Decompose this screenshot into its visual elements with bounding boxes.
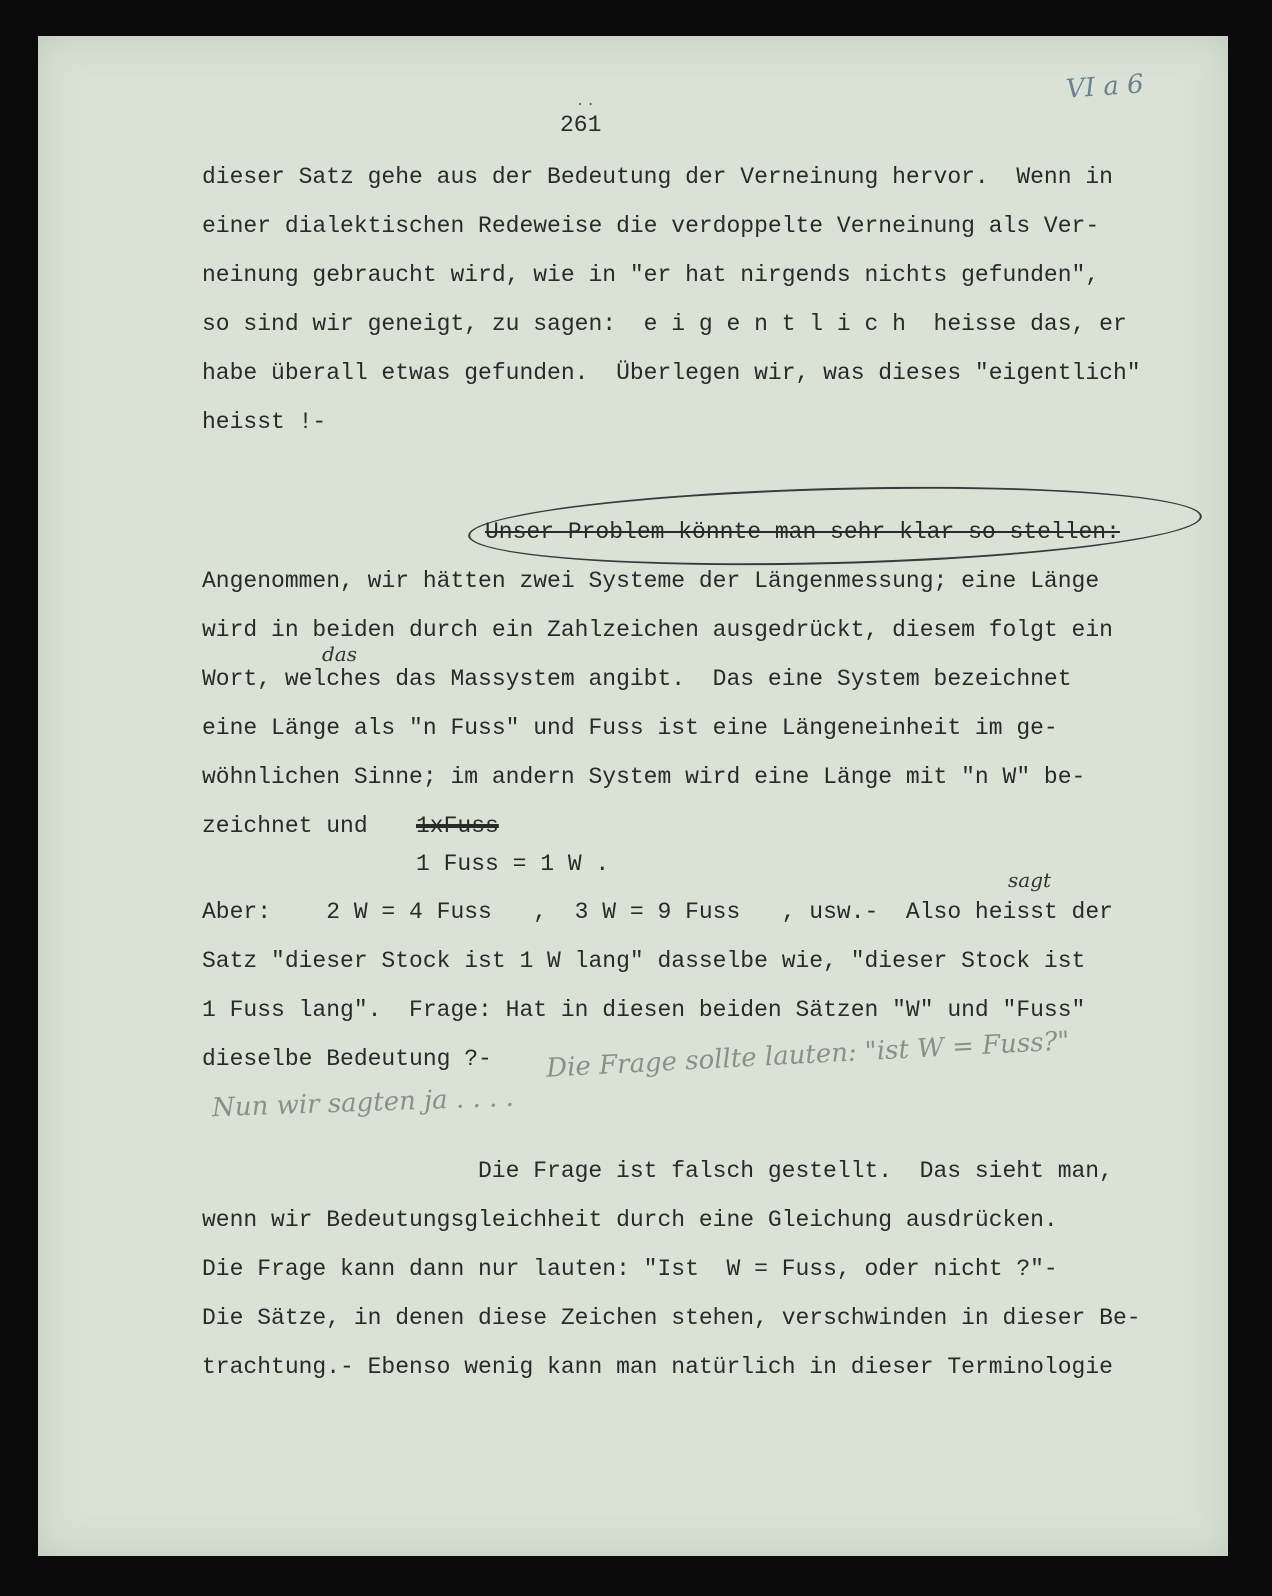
- text-line: Wort, welches das Massystem angibt. Das eine System bezeichnet: [202, 666, 1072, 692]
- text-line: wöhnlichen Sinne; im andern System wird eine Länge mit "n W" be-: [202, 764, 1086, 790]
- text-line: heisst !-: [202, 409, 327, 435]
- text-line: eine Länge als "n Fuss" und Fuss ist eine Längeneinheit im ge-: [202, 715, 1058, 741]
- text-line: trachtung.- Ebenso wenig kann man natürlich in dieser Terminologie: [202, 1354, 1113, 1380]
- text-line: neinung gebraucht wird, wie in "er hat nirgends nichts gefunden",: [202, 262, 1100, 288]
- text-line: Angenommen, wir hätten zwei Systeme der Längenmessung; eine Länge: [202, 568, 1100, 594]
- page-number: 261: [560, 112, 602, 138]
- pencil-annotation: Die Frage sollte lauten: "ist W = Fuss?": [545, 1026, 1071, 1084]
- handwritten-insert-das: das: [322, 642, 357, 666]
- text-line: einer dialektischen Redeweise die verdoppelte Verneinung als Ver-: [202, 213, 1100, 239]
- text-line: Die Sätze, in denen diese Zeichen stehen, verschwinden in dieser Be-: [202, 1305, 1141, 1331]
- text-line: 1 Fuss lang". Frage: Hat in diesen beiden Sätzen "W" und "Fuss": [202, 997, 1086, 1023]
- text-line: so sind wir geneigt, zu sagen: e i g e n t l i c h heisse das, er: [202, 311, 1127, 337]
- text-line: dieselbe Bedeutung ?-: [202, 1046, 492, 1072]
- text-line: Aber: 2 W = 4 Fuss , 3 W = 9 Fuss , usw.- Also heisst der: [202, 899, 1113, 925]
- text-line: dieser Satz gehe aus der Bedeutung der Verneinung hervor. Wenn in: [202, 164, 1113, 190]
- text-line: Die Frage ist falsch gestellt. Das sieht man,: [478, 1158, 1113, 1184]
- pencil-annotation: Nun wir sagten ja . . . .: [211, 1082, 515, 1124]
- text-line: wird in beiden durch ein Zahlzeichen ausgedrückt, diesem folgt ein: [202, 617, 1113, 643]
- handwritten-insert-sagt: sagt: [1008, 868, 1052, 892]
- archive-mark: VI a 6: [1065, 69, 1145, 105]
- text-line: Satz "dieser Stock ist 1 W lang" dasselbe wie, "dieser Stock ist: [202, 948, 1086, 974]
- equation-line: 1 Fuss = 1 W .: [416, 851, 610, 877]
- typed-strikeout: 1xFuss: [416, 813, 499, 839]
- struck-heading: Unser Problem könnte man sehr klar so stellen:: [485, 519, 1120, 545]
- text-line: Die Frage kann dann nur lauten: "Ist W = Fuss, oder nicht ?"-: [202, 1256, 1058, 1282]
- text-line: wenn wir Bedeutungsgleichheit durch eine Gleichung ausdrücken.: [202, 1207, 1058, 1233]
- text-line: zeichnet und: [202, 813, 368, 839]
- text-line: habe überall etwas gefunden. Überlegen wir, was dieses "eigentlich": [202, 360, 1141, 386]
- decorative-dots: ..: [576, 94, 597, 110]
